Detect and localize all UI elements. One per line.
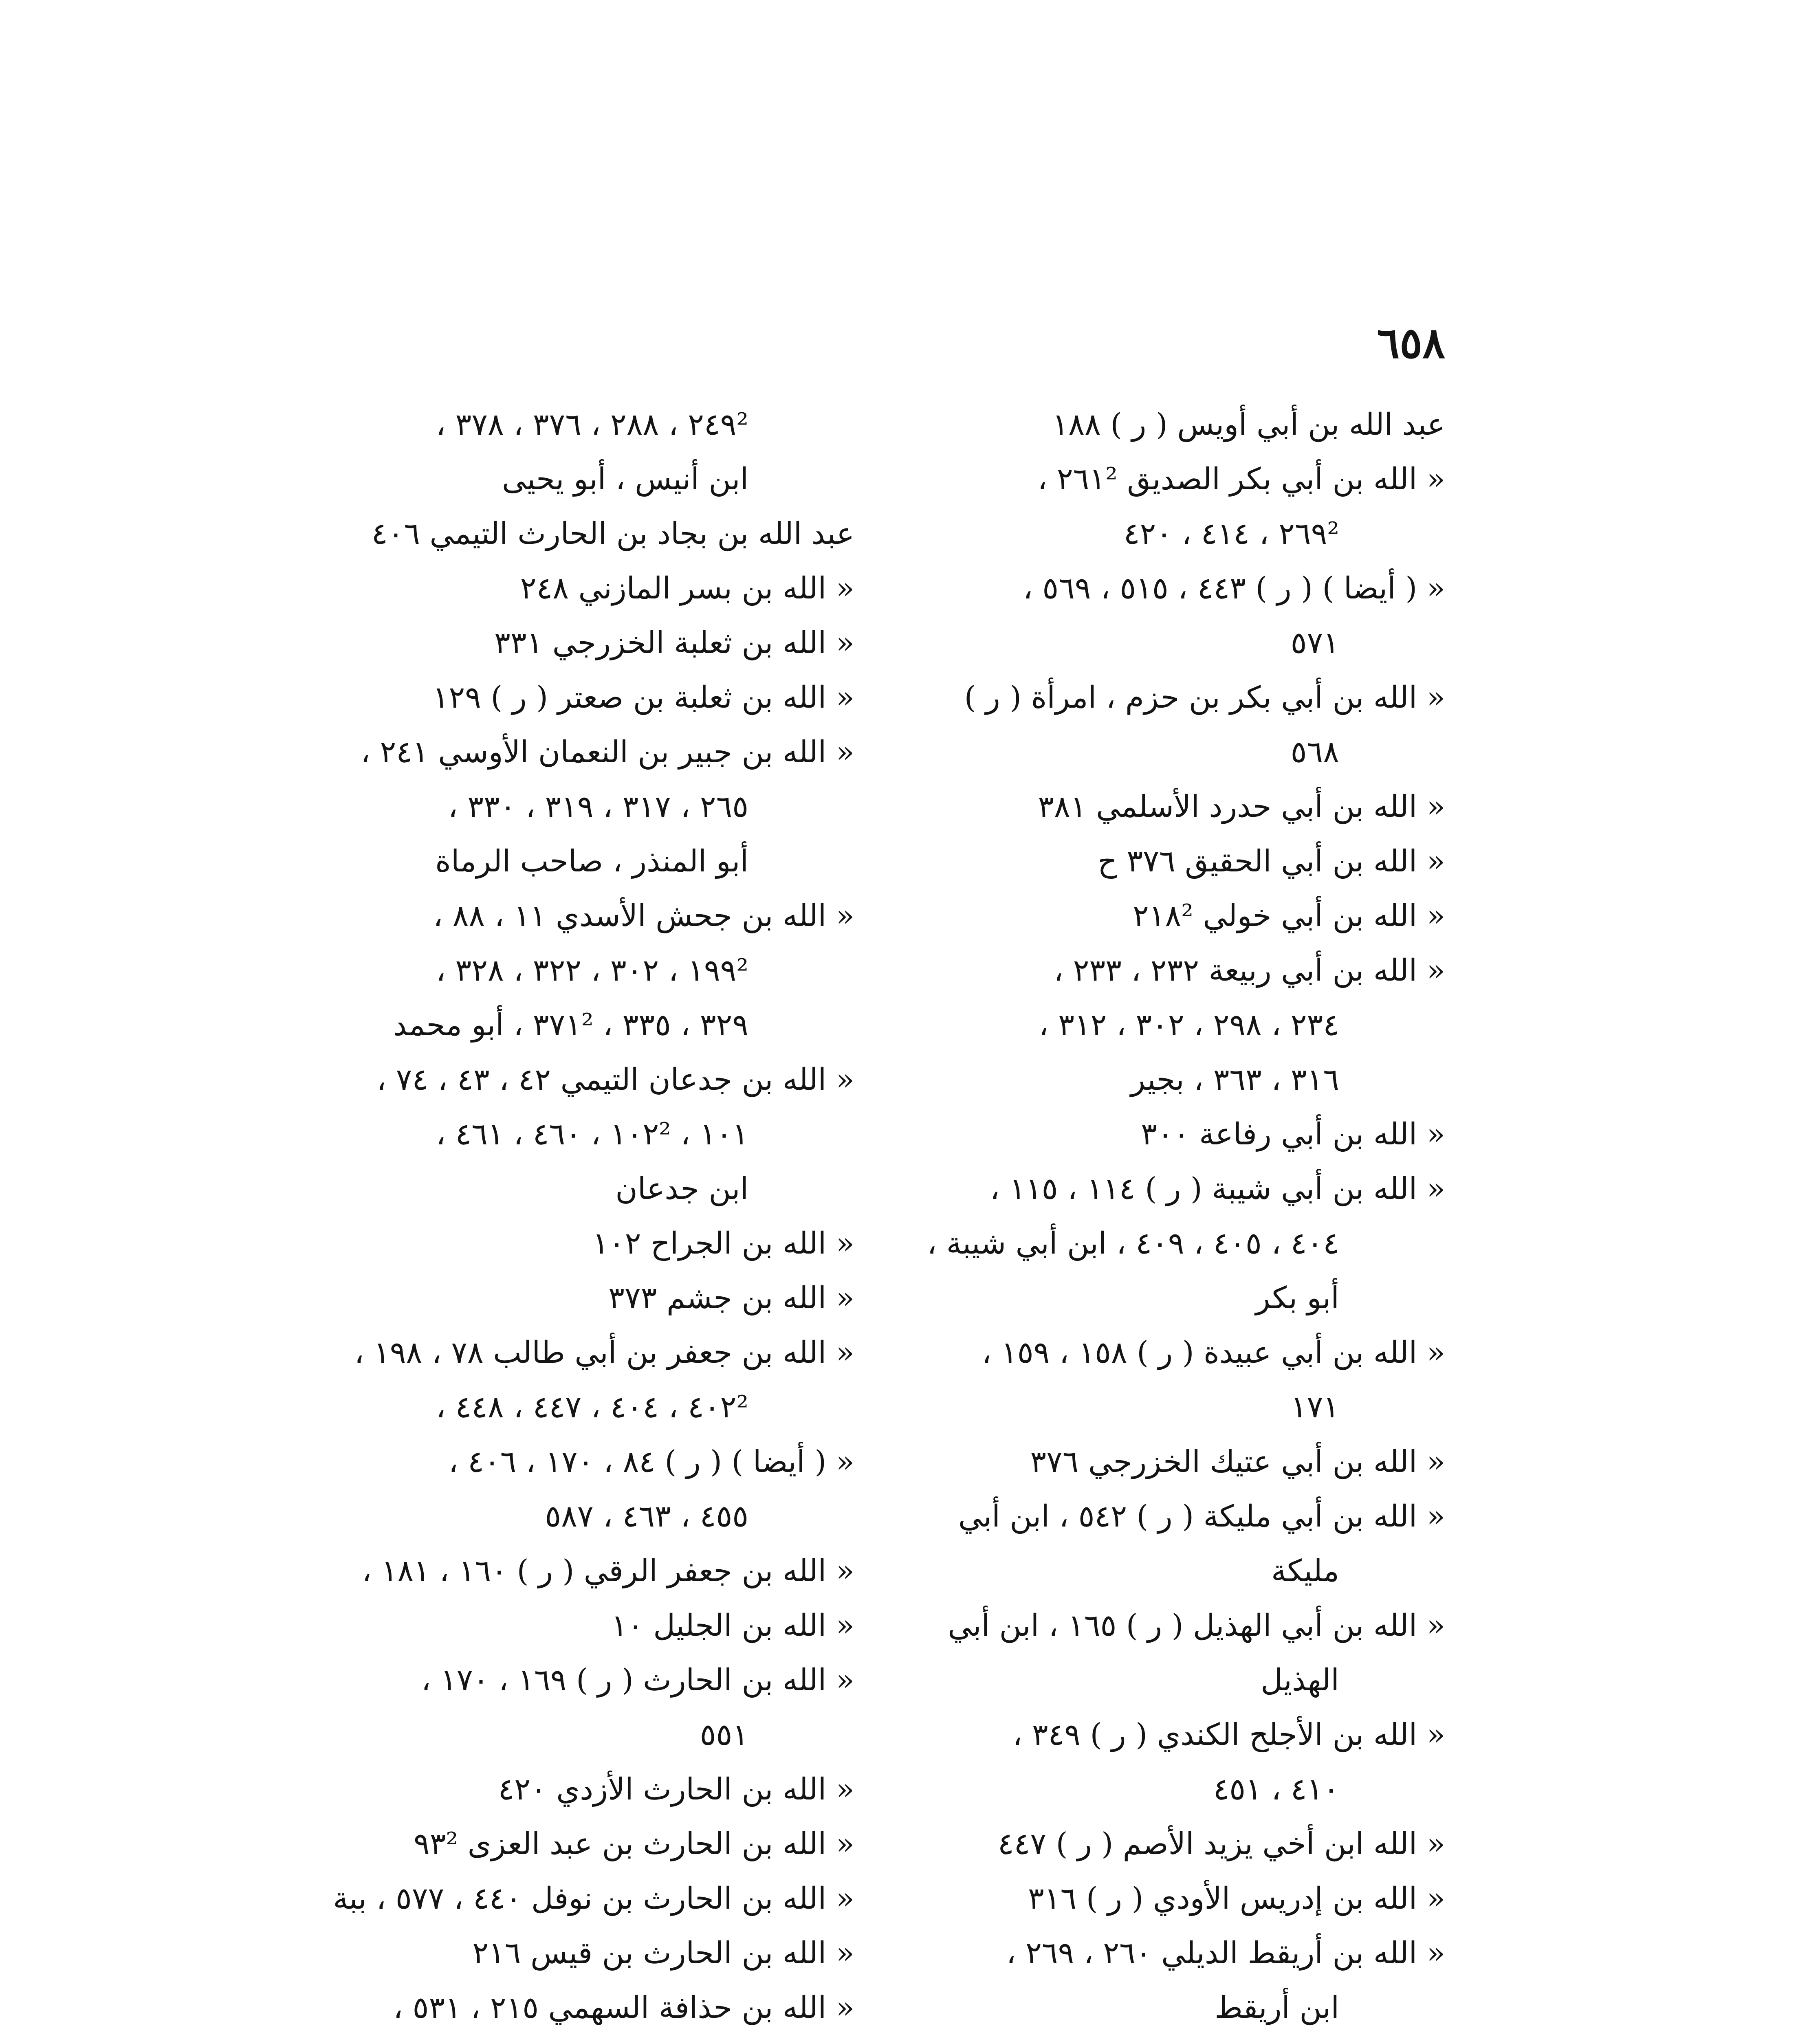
index-entry-line: ابن أريقط [1215, 1990, 1339, 2025]
index-entry-line: « الله بن الحارث بن نوفل ٤٤٠ ، ٥٧٧ ، ببة [333, 1881, 854, 1916]
index-entry-line: « الله بن الجراح ١٠٢ [592, 1226, 854, 1261]
index-entry-line: « الله بن الجليل ١٠ [611, 1608, 854, 1643]
index-entry-line: « الله بن الحارث الأزدي ٤٢٠ [498, 1772, 854, 1807]
index-entry-line [219, 2035, 854, 2037]
index-entry-line: الهذيل [1261, 1663, 1339, 1698]
index-entry-line: « الله بن الحارث بن عبد العزى ٩٣² [414, 1826, 854, 1861]
index-column-left [219, 397, 854, 2037]
index-entry-line: « الله بن أبي الحقيق ٣٧٦ ح [1098, 844, 1445, 879]
index-entry-line: « الله بن إدريس الأودي ( ر ) ٣١٦ [1028, 1881, 1445, 1916]
index-entry-line: « الله بن أبي بكر بن حزم ، امرأة ( ر ) [964, 680, 1445, 715]
index-entry-line: ٤١٠ ، ٤٥١ [1213, 1772, 1339, 1807]
index-entry-line: ١٩٩² ، ٣٠٢ ، ٣٢٢ ، ٣٢٨ ، [436, 953, 748, 988]
index-entry-line: « الله بن جدعان التيمي ٤٢ ، ٤٣ ، ٧٤ ، [376, 1062, 854, 1097]
index-entry-line: « ( أيضا ) ( ر ) ٨٤ ، ١٧٠ ، ٤٠٦ ، [448, 1444, 854, 1479]
index-entry-line: « الله بن أبي شيبة ( ر ) ١١٤ ، ١١٥ ، [990, 1171, 1445, 1206]
index-entry-line: « الله بن أبي عتيك الخزرجي ٣٧٦ [1030, 1444, 1445, 1479]
index-entry-line: « الله بن جشم ٣٧٣ [608, 1280, 854, 1315]
index-entry-line: « الله بن بسر المازني ٢٤٨ [520, 571, 854, 606]
index-entry-line: ابن أنيس ، أبو يحيى [502, 462, 748, 497]
index-entry-line: « الله بن أبي مليكة ( ر ) ٥٤٢ ، ابن أبي [958, 1499, 1445, 1534]
index-entry-line: « الله بن أبي حدرد الأسلمي ٣٨١ [1038, 789, 1445, 824]
index-entry-line: ٢٦٩² ، ٤١٤ ، ٤٢٠ [1123, 516, 1339, 551]
index-entry-line: « الله ابن أخي يزيد الأصم ( ر ) ٤٤٧ [997, 1826, 1445, 1861]
index-entry-line [810, 2035, 1445, 2037]
index-entry-line: ٥٦٨ [1290, 735, 1339, 770]
index-column-right [810, 397, 1445, 2037]
index-entry-line: « الله بن ثعلبة الخزرجي ٣٣١ [494, 625, 854, 660]
index-entry-line: ٥٥١ [700, 1717, 748, 1752]
index-entry-line: ٢٤٩² ، ٢٨٨ ، ٣٧٦ ، ٣٧٨ ، [436, 407, 748, 442]
index-entry-line: « الله بن أبي ربيعة ٢٣٢ ، ٢٣٣ ، [1054, 953, 1445, 988]
index-entry-line: « الله بن الحارث ( ر ) ١٦٩ ، ١٧٠ ، [421, 1663, 854, 1698]
index-entry-line: « الله بن جعفر الرقي ( ر ) ١٦٠ ، ١٨١ ، [362, 1553, 854, 1588]
index-entry-line: ٣١٦ ، ٣٦٣ ، بجير [1131, 1062, 1339, 1097]
index-entry-line: « الله بن الحارث بن قيس ٢١٦ [472, 1936, 854, 1971]
index-entry-line: ١٠١ ، ١٠٢² ، ٤٦٠ ، ٤٦١ ، [436, 1117, 748, 1152]
index-entry-line: « ( أيضا ) ( ر ) ٤٤٣ ، ٥١٥ ، ٥٦٩ ، [1023, 571, 1445, 606]
index-entry-line: « الله بن أبي عبيدة ( ر ) ١٥٨ ، ١٥٩ ، [982, 1335, 1445, 1370]
index-entry-line: « الله بن أبي الهذيل ( ر ) ١٦٥ ، ابن أبي [948, 1608, 1445, 1643]
index-entry-line: ٥٧١ [1290, 625, 1339, 660]
index-entry-line: « الله بن أبي خولي ٢١٨² [1132, 898, 1445, 933]
index-entry-line: ٤٠٤ ، ٤٠٥ ، ٤٠٩ ، ابن أبي شيبة ، [927, 1226, 1339, 1261]
index-entry-line: « الله بن جعفر بن أبي طالب ٧٨ ، ١٩٨ ، [354, 1335, 854, 1370]
index-entry-line: « الله بن جحش الأسدي ١١ ، ٨٨ ، [433, 898, 854, 933]
index-entry-line: « الله بن حذافة السهمي ٢١٥ ، ٥٣١ ، [393, 1990, 854, 2025]
index-entry-line: « الله بن جبير بن النعمان الأوسي ٢٤١ ، [361, 735, 854, 770]
index-entry-line: « الله بن أبي رفاعة ٣٠٠ [1141, 1117, 1445, 1152]
index-entry-line: « الله بن أبي بكر الصديق ٢٦١² ، [1037, 462, 1445, 497]
index-entry-line: ٢٦٥ ، ٣١٧ ، ٣١٩ ، ٣٣٠ ، [448, 789, 748, 824]
page-number: ٦٥٨ [1377, 318, 1445, 368]
index-entry-line: عبد الله بن أبي أويس ( ر ) ١٨٨ [1052, 407, 1445, 442]
index-entry-line: ابن جدعان [615, 1171, 748, 1206]
index-entry-line: ٣٢٩ ، ٣٣٥ ، ٣٧١² ، أبو محمد [393, 1008, 748, 1043]
index-entry-line: ١٧١ [1290, 1390, 1339, 1425]
index-entry-line: أبو بكر [1255, 1280, 1339, 1315]
index-entry-line: « الله بن أريقط الديلي ٢٦٠ ، ٢٦٩ ، [1006, 1936, 1445, 1971]
index-entry-line: مليكة [1271, 1553, 1339, 1588]
index-entry-line: ٤٥٥ ، ٤٦٣ ، ٥٨٧ [545, 1499, 748, 1534]
index-entry-line: أبو المنذر ، صاحب الرماة [435, 844, 748, 879]
index-entry-line: « الله بن ثعلبة بن صعتر ( ر ) ١٢٩ [432, 680, 854, 715]
index-entry-line: ٤٠٢² ، ٤٠٤ ، ٤٤٧ ، ٤٤٨ ، [436, 1390, 748, 1425]
index-entry-line: « الله بن الأجلح الكندي ( ر ) ٣٤٩ ، [1012, 1717, 1445, 1752]
index-entry-line: عبد الله بن بجاد بن الحارث التيمي ٤٠٦ [371, 516, 854, 551]
index-entry-line: ٢٣٤ ، ٢٩٨ ، ٣٠٢ ، ٣١٢ ، [1039, 1008, 1339, 1043]
